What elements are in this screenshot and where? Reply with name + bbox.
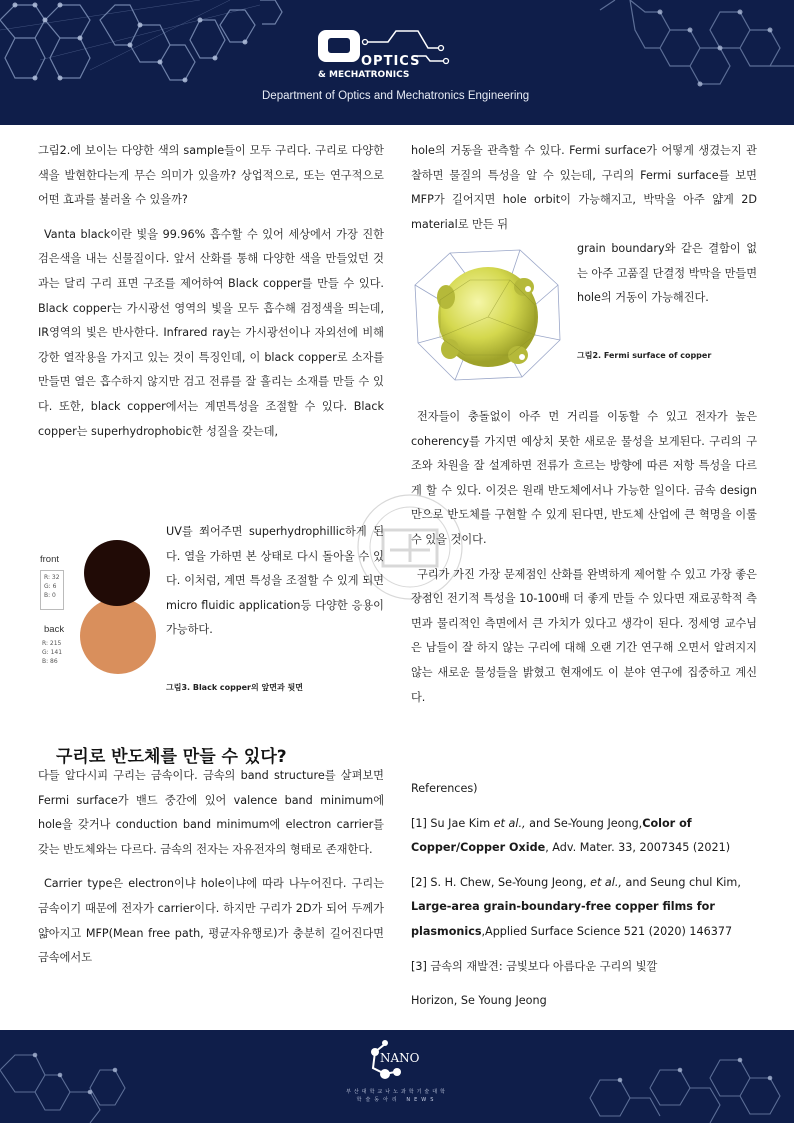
svg-text:NANO: NANO: [380, 1051, 420, 1065]
front-g-value: G: 6: [44, 583, 57, 590]
back-g-value: G: 141: [42, 649, 63, 656]
reference-title: Color of Copper/Copper Oxide: [411, 816, 692, 855]
page-header: [0, 0, 794, 125]
front-b-value: B: 0: [44, 592, 56, 599]
section-heading: 구리로 반도체를 만들 수 있다?: [56, 747, 287, 767]
footer-university-name: 부산대학교나노과학기술대학: [346, 1089, 448, 1095]
band-structure-paragraph: 다들 알다시피 구리는 금속이다. 금속의 band structure를 살펴보면 Fermi surface가 밴드 중간에 있어 valence band minimum에 hole을 갖거나 conduction band minimum에 electron carrier를 갖는 반도체와는 다르다. 금속의 전자는 자유전자의 형태로 존재한다.: [38, 769, 384, 856]
coherency-paragraph: 전자들이 충돌없이 아주 먼 거리를 이동할 수 있고 전자가 높은 coherency를 가지면 예상치 못한 새로운 물성을 보게된다. 구리의 구조와 차원을 잘 설계하면 전류가 흐르는 방향에 따른 저항 특성을 다르게 할 수 있다. 이것은 원래 반도체에서나 가능한 일이다. 금속 design만으로 반도체를 구현할 수 있게 된다면, 반도체 산업에 큰 혁명을 이룰 수 있을 것이다.: [411, 410, 757, 546]
reference-item: [2] S. H. Chew, Se-Young Jeong, et al., and Seung chul Kim, Large-area grain-boundary-free copper films for plasmonics,Applied Surface Science 521 (2020) 146377: [411, 875, 741, 938]
reference-source: Horizon, Se Young Jeong: [411, 994, 547, 1008]
hole-behavior-paragraph: hole의 거동을 관측할 수 있다. Fermi surface가 어떻게 생겼는지 관찰하면 물질의 특성을 알 수 있는데, 구리의 Fermi surface를 보면 MFP가 길어지면 hole orbit이 가능해지고, 박막을 아주 얇게 2D material로 만든 뒤: [411, 144, 757, 231]
right-column-lower: [411, 405, 757, 710]
copper-disc-back: [80, 598, 156, 674]
footer-club-name: 학술동아리 NEWS: [356, 1097, 438, 1103]
page-footer: [0, 1030, 794, 1123]
carrier-type-paragraph: Carrier type은 electron이냐 hole이냐에 따라 나누어진다. 구리는 금속이기 때문에 전자가 carrier이다. 하지만 구리가 2D가 되어 두께가 얇아지고 MFP(Mean free path, 평균자유행로)가 충분히 길어진다면 금속에서도: [38, 877, 384, 965]
references: [411, 777, 761, 1024]
fermi-surface-figure: [410, 245, 570, 385]
right-column: [411, 139, 757, 237]
reference-item: [3] 금속의 재발견: 금빛보다 아름다운 구리의 빛깔: [411, 959, 658, 973]
optics-mechatronics-logo: [318, 28, 478, 84]
svg-text:& MECHATRONICS: & MECHATRONICS: [318, 70, 410, 80]
reference-item: [1] Su Jae Kim et al., and Se-Young Jeong,Color of Copper/Copper Oxide, Adv. Mater. 33, 2007345 (2021): [411, 816, 731, 855]
references-title: References): [411, 782, 478, 795]
intro-paragraph: 그림2.에 보이는 다양한 색의 sample들이 모두 구리다. 구리로 다양한 색을 발현한다는게 무슨 의미가 있을까? 상업적으로, 또는 연구적으로 어떤 효과를 불러올 수 있을까?: [38, 144, 384, 207]
copper-disc-front: [84, 540, 150, 606]
section-body: [38, 764, 384, 971]
figure3-wrap-text: UV를 쬐어주면 superhydrophillic하게 된다. 열을 가하면 본 상태로 다시 돌아올 수 있다. 이처럼, 계면 특성을 조절할 수 있게 되면 micro fluidic application등 다양한 응용이 가능하다.: [166, 525, 384, 637]
svg-text:OPTICS: OPTICS: [361, 54, 421, 69]
left-column: [38, 139, 384, 444]
figure3-caption: 그림3. Black copper의 앞면과 뒷면: [166, 683, 303, 692]
figure-3-black-copper: [38, 528, 163, 703]
back-rgb-values: [42, 639, 62, 666]
front-label: front: [40, 554, 60, 565]
reference-title: Large-area grain-boundary-free copper films for plasmonics: [411, 900, 715, 938]
back-r-value: R: 215: [42, 640, 62, 647]
back-label: back: [44, 624, 65, 635]
front-rgb-box: [40, 570, 64, 610]
oxidation-paragraph: 구리가 가진 가장 문제점인 산화를 완벽하게 제어할 수 있고 가장 좋은 장점인 전기적 특성을 10-100배 더 좋게 만들 수 있다면 재료공학적 측면과 물리적인 측면에서 큰 가치가 있다고 생각이 된다. 정세영 교수님은 남들이 잘 하지 않는 구리에 대해 오랜 기간 연구해 오면서 알려지지 않는 새로운 물성들을 밝혔고 현재에도 이 분야 연구에 집중하고 계신다.: [411, 567, 757, 704]
back-b-value: B: 86: [42, 658, 58, 665]
nano-club-logo: [363, 1038, 433, 1080]
vanta-black-paragraph: Vanta black이란 빛을 99.96% 흡수할 수 있어 세상에서 가장 진한 검은색을 내는 신물질이다. 앞서 산화를 통해 다양한 색을 만들었던 것과는 달리 구리 표면 구조를 제어하여 Black copper를 만들 수 있다. Black copper는 가시광선 영역의 빛을 모두 흡수해 검정색을 띄는데, IR영역의 빛은 반사한다. Infrared ray는 가시광선이나 자외선에 비해 강한 열작용을 가지고 있는 것이 특징인데, 이 black copper로 소자를 만들면 열은 흡수하지 않지만 검고 전류를 잘 흘리는 소재를 만들 수 있다. 또한, black copper에서는 계면특성을 조절할 수 있다. Black copper는 superhydrophobic한 성질을 갖는데,: [38, 227, 384, 438]
figure2-caption: 그림2. Fermi surface of copper: [577, 351, 712, 360]
department-name: Department of Optics and Mechatronics Engineering: [262, 90, 530, 102]
figure2-wrap-text: grain boundary와 같은 결함이 없는 아주 고품질 단결정 박막을 만들면 hole의 거동이 가능해진다.: [577, 242, 757, 305]
front-r-value: R: 32: [44, 574, 60, 581]
